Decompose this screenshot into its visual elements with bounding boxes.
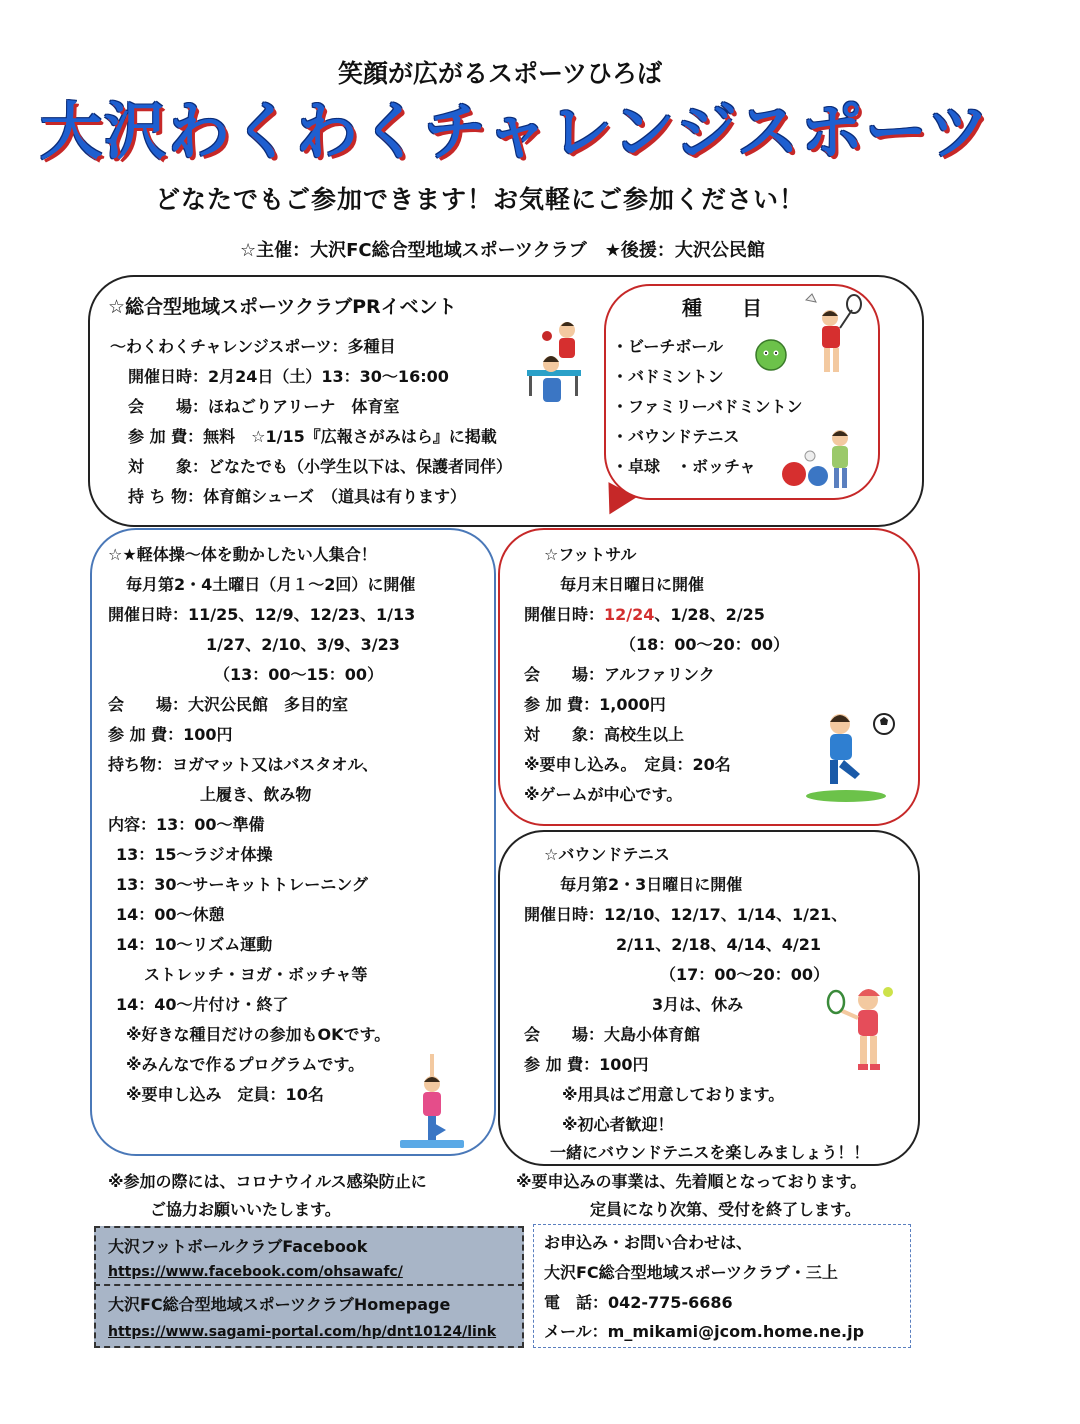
pr-event-line: 開催日時：2月24日（土）13：30～16:00 xyxy=(128,367,449,386)
bound-tennis-line: 一緒にバウンドテニスを楽しみましょう！！ xyxy=(550,1143,870,1162)
tennis-girl-icon xyxy=(826,980,900,1084)
futsal-dates-rest: 、1/28、2/25 xyxy=(654,605,765,624)
light-exercise-line: 持ち物：ヨガマット又はバスタオル、 xyxy=(108,755,379,774)
organizer-line: ☆主催：大沢FC総合型地域スポーツクラブ ★後援：大沢公民館 xyxy=(240,240,765,261)
light-exercise-line: 1/27、2/10、3/9、3/23 xyxy=(206,635,400,654)
event-item: ・バウンドテニス xyxy=(612,427,740,446)
futsal-date-highlight: 12/24 xyxy=(604,605,655,624)
events-title: 種 目 xyxy=(682,296,762,320)
light-exercise-line: 毎月第2・4土曜日（月１～2回）に開催 xyxy=(126,575,416,594)
futsal-line: 会 場：アルファリンク xyxy=(524,665,715,684)
pr-event-line: 会 場：ほねごりアリーナ 体育室 xyxy=(128,397,400,416)
pr-event-line: ～わくわくチャレンジスポーツ：多種目 xyxy=(110,337,396,356)
futsal-line: 対 象：高校生以上 xyxy=(524,725,685,744)
futsal-line: ※要申し込み。 定員：20名 xyxy=(524,755,731,774)
bound-tennis-line: 3月は、休み xyxy=(652,995,744,1014)
homepage-link-box xyxy=(94,1284,524,1348)
event-item: ・ビーチボール xyxy=(612,337,724,356)
light-exercise-line: ストレッチ・ヨガ・ボッチャ等 xyxy=(144,965,368,984)
futsal-line: ※ゲームが中心です。 xyxy=(524,785,683,804)
tagline: どなたでもご参加できます！お気軽にご参加ください！ xyxy=(154,185,805,214)
light-exercise-line: 参 加 費：100円 xyxy=(108,725,233,744)
contact-phone: 電 話：042-775-6686 xyxy=(544,1293,733,1312)
bound-tennis-line: 毎月第2・3日曜日に開催 xyxy=(560,875,743,894)
event-item: ・バドミントン xyxy=(612,367,724,386)
light-exercise-line: 14：40～片付け・終了 xyxy=(116,995,289,1014)
bound-tennis-line: 2/11、2/18、4/14、4/21 xyxy=(616,935,821,954)
light-exercise-line: 会 場：大沢公民館 多目的室 xyxy=(108,695,349,714)
bound-tennis-line: 開催日時：12/10、12/17、1/14、1/21、 xyxy=(524,905,848,924)
pr-event-title: ☆総合型地域スポーツクラブPRイベント xyxy=(108,296,457,318)
contact-line: 大沢FC総合型地域スポーツクラブ・三上 xyxy=(544,1263,838,1282)
pr-event-line: 対 象：どなたでも（小学生以下は、保護者同伴） xyxy=(128,457,513,476)
light-exercise-line: 14：00～休憩 xyxy=(116,905,225,924)
bound-tennis-line: 会 場：大島小体育館 xyxy=(524,1025,701,1044)
light-exercise-title: ☆★軽体操～体を動かしたい人集合！ xyxy=(108,545,377,564)
contact-box xyxy=(533,1224,911,1348)
homepage-url[interactable]: https://www.sagami-portal.com/hp/dnt10124/link xyxy=(108,1324,497,1340)
light-exercise-line: ※みんなで作るプログラムです。 xyxy=(126,1055,365,1074)
facebook-url[interactable]: https://www.facebook.com/ohsawafc/ xyxy=(108,1264,403,1280)
bound-tennis-line: 参 加 費：100円 xyxy=(524,1055,649,1074)
futsal-time: （18：00～20：00） xyxy=(620,635,790,654)
light-exercise-line: 13：30～サーキットトレーニング xyxy=(116,875,368,894)
bocce-player-icon xyxy=(780,426,870,492)
main-title: 大沢わくわくチャレンジスポーツ xyxy=(40,95,991,168)
pr-event-line: 参 加 費：無料 ☆1/15『広報さがみはら』に掲載 xyxy=(128,427,497,446)
light-exercise-line: 13：15～ラジオ体操 xyxy=(116,845,273,864)
bound-tennis-line: ※初心者歓迎！ xyxy=(562,1115,674,1134)
covid-note: ご協力お願いいたします。 xyxy=(150,1200,341,1219)
registration-note: ※要申込みの事業は、先着順となっております。 xyxy=(516,1172,867,1191)
light-exercise-line: 14：10～リズム運動 xyxy=(116,935,273,954)
event-item: ・卓球 ・ボッチャ xyxy=(612,457,756,476)
ping-pong-players-icon xyxy=(525,318,605,410)
bound-tennis-title: ☆バウンドテニス xyxy=(544,845,670,864)
light-exercise-line: ※要申し込み 定員：10名 xyxy=(126,1085,324,1104)
badminton-player-icon xyxy=(800,292,864,382)
facebook-title: 大沢フットボールクラブFacebook xyxy=(108,1237,368,1256)
light-exercise-line: 内容：13：00～準備 xyxy=(108,815,265,834)
light-exercise-line: 上履き、飲み物 xyxy=(200,785,312,804)
contact-line: お申込み・お問い合わせは、 xyxy=(544,1233,753,1252)
futsal-title: ☆フットサル xyxy=(544,545,637,564)
light-exercise-line: （13：00～15：00） xyxy=(214,665,384,684)
pr-event-line: 持 ち 物：体育館シューズ （道具は有ります） xyxy=(128,487,467,506)
futsal-dates-label: 開催日時： xyxy=(524,605,605,624)
futsal-dates xyxy=(524,605,765,624)
contact-email: メール：m_mikami@jcom.home.ne.jp xyxy=(544,1322,865,1341)
bound-tennis-line: ※用具はご用意しております。 xyxy=(562,1085,785,1104)
facebook-link-box xyxy=(94,1226,524,1288)
event-item: ・ファミリーバドミントン xyxy=(612,397,803,416)
bound-tennis-line: （17：00～20：00） xyxy=(660,965,830,984)
subtitle: 笑顔が広がるスポーツひろば xyxy=(337,59,662,88)
tennis-ball-icon xyxy=(754,338,788,372)
futsal-line: 参 加 費：1,000円 xyxy=(524,695,666,714)
registration-note: 定員になり次第、受付を終了します。 xyxy=(590,1200,861,1219)
futsal-schedule: 毎月末日曜日に開催 xyxy=(560,575,705,594)
yoga-woman-icon xyxy=(392,1050,472,1154)
homepage-title: 大沢FC総合型地域スポーツクラブHomepage xyxy=(108,1295,451,1314)
soccer-girl-icon xyxy=(806,702,898,804)
covid-note: ※参加の際には、コロナウイルス感染防止に xyxy=(108,1172,427,1191)
light-exercise-line: 開催日時：11/25、12/9、12/23、1/13 xyxy=(108,605,416,624)
light-exercise-line: ※好きな種目だけの参加もOKです。 xyxy=(126,1025,391,1044)
